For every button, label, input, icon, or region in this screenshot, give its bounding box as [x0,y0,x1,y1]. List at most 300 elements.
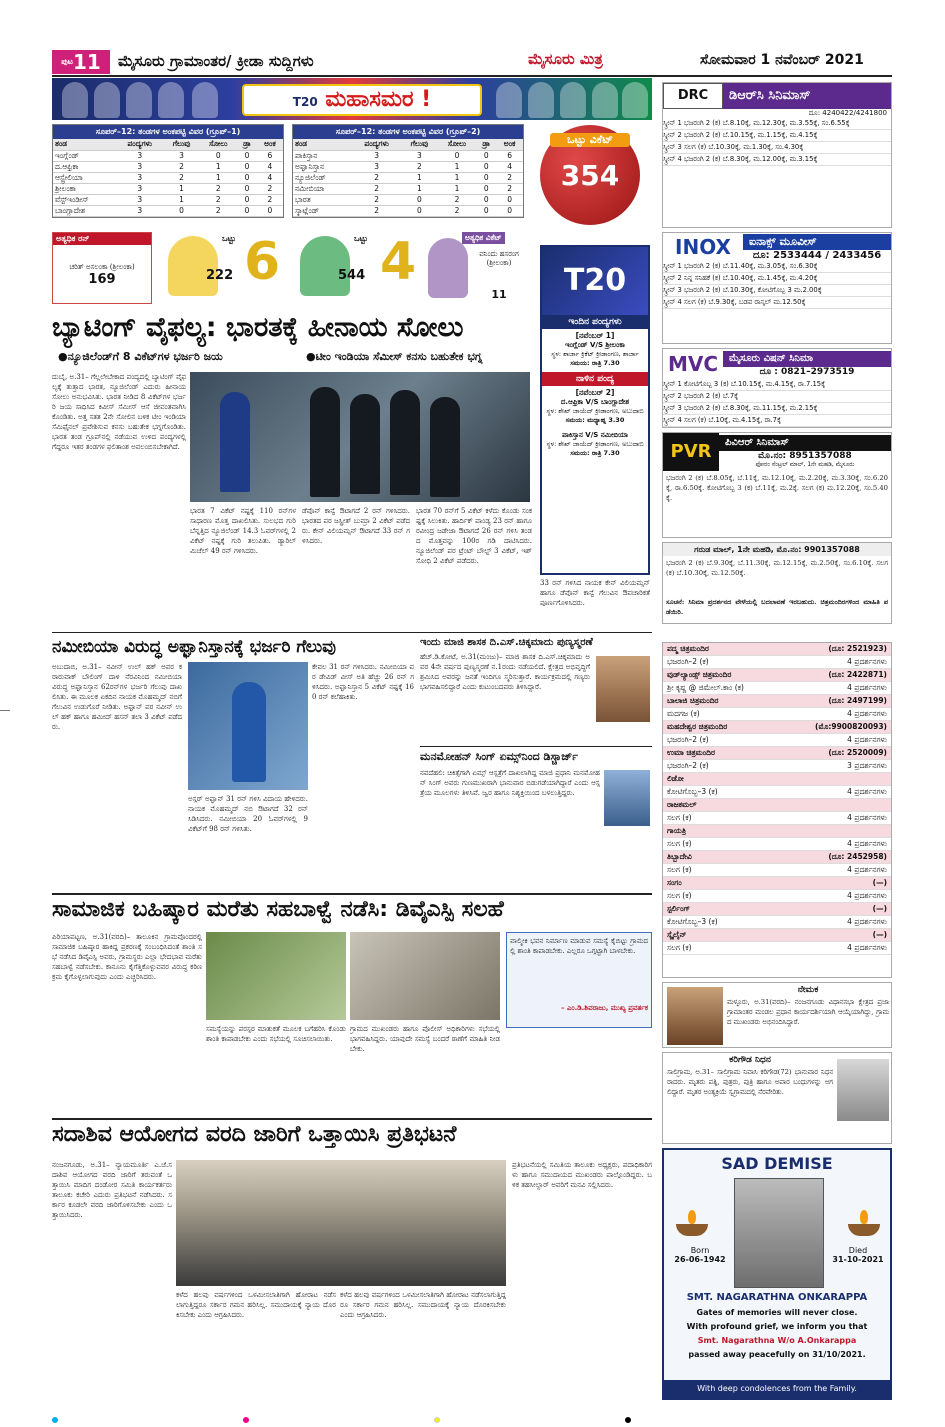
cell-text: ತಿಬ್ಬಾದೇವಿ [667,852,692,861]
story6-col3: ಪ್ರತಿಭಟನೆಯಲ್ಲಿ ಸಮಿತಿಯ ತಾಲೂಕು ಅಧ್ಯಕ್ಷರು, ಪದಾಧಿಕಾರಿಗಳು ಹಾಗೂ ಸಮುದಾಯದ ಮುಖಂಡರು ಪಾಲ್ಗೊಂಡಿದ್ದರು. ಬಳಿಕ ತಹಸೀಲ್ದಾರ್ ಅವರಿಗೆ ಮನವಿ ಸಲ್ಲಿಸಿದರು. [512,1161,652,1189]
tomorrow-date: [ನವೆಂಬರ್ 2] [575,388,615,397]
theatre-row [663,773,891,786]
cell-text: 3 [352,150,401,161]
theatre-row [663,799,891,812]
story6-headline: ಸದಾಶಿವ ಆಯೋಗದ ವರದಿ ಜಾರಿಗೆ ಒತ್ತಾಯಿಸಿ ಪ್ರತಿಭಟನೆ [52,1122,457,1147]
story1-headline: ಬ್ಯಾಟಿಂಗ್ ವೈಫಲ್ಯ: ಭಾರತಕ್ಕೆ ಹೀನಾಯ ಸೋಲು [52,312,464,343]
cell-text: 2 [352,194,401,205]
mvc-row: ಸ್ಕ್ರೀನ್ 2 ಭಜರಂಗಿ 2 (ಕ) ಬೆ.7ಕ್ಕೆ [663,391,891,403]
theatre-row [663,721,891,734]
cell-text: 3 [116,183,164,194]
table-row [293,194,523,205]
cell-text: (—) [872,904,887,913]
cell-text: (—) [872,930,887,939]
today-title: ಇಂದಿನ ಪಂದ್ಯಗಳು [542,315,648,329]
cell-text: 4 ಪ್ರದರ್ಶನಗಳು [847,709,887,718]
story1-col4: ಭಾರತ 70 ರನ್‌ಗೆ 5 ವಿಕೆಟ್ ಕಳೆದು ಕೊಂಡು ಸಂಕಷ್ಟಕ್ಕೆ ಸಿಲುಕಿತು. ಹಾರ್ದಿಕ್ ಪಾಂಡ್ಯ 23 ರನ್ ಹಾಗೂ ರವೀಂದ್ರ ಜಡೇಜಾ ಔಟಾಗದೆ 26 ರನ್ ಗಳಿಸಿ ತಂಡದ ಮೊತ್ತವನ್ನು 100ರ ಗಡಿ ದಾಟಿಸಿದರು. ನ್ಯೂಜಿಲೆಂಡ್ ಪರ ಟ್ರೆಂಟ್ ಬೌಲ್ಟ್ 3 ವಿಕೆಟ್, ಇಶ್ ಸೋಧಿ 2 ವಿಕೆಟ್ ಪಡೆದರು. [416,507,532,565]
mvc-row: ಸ್ಕ್ರೀನ್ 3 ಭಜರಂಗಿ 2 (ಕ) ಬೆ.8.30ಕ್ಕೆ, ಮ.11.15ಕ್ಕೆ, ಮ.2.15ಕ್ಕೆ [663,403,891,415]
demise-line4: passed away peacefully on 31/10/2021. [688,1350,866,1359]
player-figure [592,82,618,118]
cell-text: 3 [116,194,164,205]
pvr-rows: ಭಜರಂಗಿ 2 (ಕ) ಬೆ.8.05ಕ್ಕೆ, ಬೆ.11ಕ್ಕೆ, ಮ.12.10ಕ್ಕೆ, ಮ.2.20ಕ್ಕೆ, ಮ.3.30ಕ್ಕೆ, ಸಂ.6.20ಕ್ಕೆ, ರಾ.6.50ಕ್ಕೆ. ಕೋಟಿಗೊಬ್ಬ 3 (ಕ) ಬೆ.11ಕ್ಕೆ, ಮ.2ಕ್ಕೆ. ಸಲಗ (ಕ) ಮ.12.20ಕ್ಕೆ, ಸಂ.5.40ಕ್ಕೆ. [666,474,888,502]
cell-text: ಭಜರಂಗಿ–2 (ಕ) [667,761,709,770]
theatre-row [663,812,891,825]
appointment-body: ಮಳ್ಳೂರು, ಅ.31(ವರದಿ)– ನಂಜನಗೂಡು ವಿಧಾನಸಭಾ ಕ್ಷೇತ್ರದ ಪ್ರಜಾ ಗ್ರಾಮಾಂತರ ಮಂಡಲ ಪ್ರಧಾನ ಕಾರ್ಯದರ್ಶಿಯಾಗಿ ಆಯ್ಕೆಯಾಗಿದ್ದು, ಗ್ರಾಮದ ಮುಖಂಡರು ಅಭಿನಂದಿಸಿದ್ದಾರೆ. [727,998,889,1026]
cell-text: 3 [164,150,200,161]
divider [52,632,652,633]
cell-text: 4 ಪ್ರದರ್ಶನಗಳು [847,657,887,666]
cell-text: 0 [476,194,496,205]
t20-logo: T20 [542,247,648,315]
story5-quote: ವಾಲ್ಮೀಕಿ ಭವನ ನಿರ್ಮಾಣ ಮಾಡುವ ಸಮಸ್ಯೆ ಕೈಬಿಟ್ಟು ಗ್ರಾಮದಲ್ಲಿ ಶಾಂತಿ ಕಾಪಾಡಬೇಕು. ಎಲ್ಲರೂ ಒಗ್ಗಟ್ಟಾಗಿ ಬಾಳಬೇಕು. [510,937,648,955]
sixes-box [168,232,288,304]
story4-headline: ಮನಮೋಹನ್ ಸಿಂಗ್ ಏಮ್ಸ್‌ನಿಂದ ಡಿಸ್ಚಾರ್ಜ್ [420,750,578,763]
table-row [293,161,523,172]
inox-row: ಸ್ಕ್ರೀನ್ 4 ಸಲಗ (ಕ) ಬೆ.9.30ಕ್ಕೆ, ಬಡವ ರಾಸ್ಕಲ್ ಮ.12.50ಕ್ಕೆ [663,297,891,309]
fours-label: ಒಟ್ಟು [354,234,368,243]
cell-text: ಶ್ರೀಲಂಕಾ [53,183,116,194]
cell-text: 4 ಪ್ರದರ್ಶನಗಳು [847,943,887,952]
cell-text: 0 [496,194,523,205]
cell-text: 0 [401,194,438,205]
cell-text: ಸಲಗ (ಕ) [667,891,692,900]
cell-text: 2 [401,161,438,172]
diya-icon [672,1210,712,1240]
fours-box [300,232,430,304]
cell-text: ವುಡ್‌ಲ್ಯಾಂಡ್ಸ್ ಚಿತ್ರಮಂದಿರ [667,670,732,679]
pvr-name: ಪಿವಿಆರ್ ಸಿನಿಮಾಸ್ [719,435,891,451]
cinema-notice: ಸೂಚನೆ: ಸಿನಿಮಾ ಪ್ರದರ್ಶನದ ವೇಳೆಯಲ್ಲಿ ಬದಲಾವಣೆ ಇರಬಹುದು. ಚಿತ್ರಮಂದಿರಗಳಿಂದ ಮಾಹಿತಿ ಪಡೆಯಿರಿ. [666,598,888,616]
cell-text: 0 [237,150,257,161]
theatre-row [663,877,891,890]
table-row [293,205,523,216]
cell-text: 2 [257,194,283,205]
player-figure [496,82,522,118]
theatre-row [663,760,891,773]
theatre-row [663,929,891,942]
cell-text: ಪಂದ್ಯಗಳು [352,139,401,150]
theatre-row [663,708,891,721]
story2-col3: ಅಸ್ಗರ್ ಅಫ್ಘಾನ್ 31 ರನ್ ಗಳಿಸಿ ವಿದಾಯ ಹೇಳಿದರು. ನಾಯಕ ಮೊಹಮ್ಮದ್ ನಬಿ ಔಟಾಗದೆ 32 ರನ್ ಸಿಡಿಸಿದರು. ನಮೀಬಿಯಾ 20 ಓವರ್‌ಗಳಲ್ಲಿ 9 ವಿಕೆಟ್‌ಗೆ 98 ರನ್ ಗಳಿಸಿತು. [188,795,308,833]
cell-text: 1 [200,172,238,183]
fours-count: 544 [338,268,366,283]
cell-text: 1 [438,183,476,194]
sixes-label: ಒಟ್ಟು [222,234,236,243]
inox-listing [662,232,892,344]
cell-text: 0 [438,150,476,161]
cell-text: ದ.ಆಫ್ರಿಕಾ [53,161,116,172]
divider [52,1118,652,1120]
top-wickets-value: 11 [491,288,507,301]
cell-text: 2 [257,183,283,194]
cell-text: 2 [164,161,200,172]
mall-line: ಗರುಡ ಮಾಲ್, 1ನೇ ಮಹಡಿ, ಮೊ.ನಂ: 9901357088 [663,543,891,556]
story3-body: ಹೆಚ್.ಡಿ.ಕೋಟೆ, ಅ.31(ಮಂಜು)– ಮಾಜಿ ಶಾಸಕ ದಿ.ಎಸ್.ಚಿಕ್ಕಮಾದು ಅವರ 4ನೇ ವರ್ಷದ ಪುಣ್ಯಸ್ಮರಣೆ ನ.1ರಂದು ನಡೆಯಲಿದೆ. ಕ್ಷೇತ್ರದ ಅಭಿವೃದ್ಧಿಗೆ ಶ್ರಮಿಸಿದ ಅವರನ್ನು ಜನತೆ ಇಂದಿಗೂ ಸ್ಮರಿಸುತ್ತಾರೆ. ಕಾರ್ಯಕ್ರಮದಲ್ಲಿ ಗಣ್ಯರು ಭಾಗವಹಿಸಲಿದ್ದಾರೆ ಎಂದು ಕುಟುಂಬದವರು ತಿಳಿಸಿದ್ದಾರೆ. [420,653,590,691]
story5-photo1 [206,932,346,1020]
cell-text: 4 [257,161,283,172]
cell-text [52,1417,58,1423]
pvr-address: ಫೋರಂ ಸೆಂಟ್ರಲ್ ಮಾಲ್, 1ನೇ ಮಹಡಿ, ಮೈಸೂರು [755,461,855,468]
story5-quote-by: – ಎಂ.ಡಿ.ಶಿವರಾಜು, ಮುಖ್ಯ ಪ್ರವರ್ತಕ [561,1004,648,1012]
story1-subhead-b: ●ಟೀಂ ಇಂಡಿಯಾ ಸೆಮೀಸ್ ಕನಸು ಬಹುತೇಕ ಭಗ್ನ [306,350,483,363]
tomorrow-venue: ಸ್ಥಳ: ಶೇಖ್ ಜಾಯೆದ್ ಕ್ರೀಡಾಂಗಣ, ಅಬುದಾಬಿ [546,407,644,415]
divider [52,893,652,895]
cell-text: 0 [476,205,496,216]
cell-text: 2 [200,183,238,194]
ball-value: 354 [560,159,620,192]
story6-col2b: ಕಳೆದ ಹಲವು ವರ್ಷಗಳಿಂದ ಒಳಮೀಸಲಾತಿಗಾಗಿ ಹೋರಾಟ ನಡೆಸಲಾಗುತ್ತಿದ್ದರೂ ಸರ್ಕಾರ ಗಮನ ಹರಿಸಿಲ್ಲ. ಸಮುದಾಯಕ್ಕೆ ನ್ಯಾಯ ದೊರಕಿಸಬೇಕು ಎಂದು ಆಗ್ರಹಿಸಿದರು. [340,1291,506,1319]
story2-col2: ಕೇವಲ 31 ರನ್ ಗಳಿಸಿದರು. ನಮೀಬಿಯಾ ಪರ ಡೇವಿಡ್ ವೀಸ್ ಅತಿ ಹೆಚ್ಚು 26 ರನ್ ಗಳಿಸಿದರು. ಅಫ್ಘಾನಿಸ್ತಾನ 5 ವಿಕೆಟ್ ನಷ್ಟಕ್ಕೆ 160 ರನ್ ಕಲೆಹಾಕಿತು. [312,663,414,701]
banner-title: ಮಹಾಸಮರ ! [325,87,432,112]
cell-text: ಕೋಟಿಗೊಬ್ಬ–3 (ಕ) [667,787,718,796]
theatre-row [663,916,891,929]
cell-text: 2 [164,172,200,183]
demise-line1: Gates of memories will never close. [696,1308,858,1317]
date-line: ಸೋಮವಾರ 1 ನವೆಂಬರ್ 2021 [700,52,864,68]
diya-icon [844,1210,884,1240]
story1-subhead-a: ●ನ್ಯೂಜಿಲೆಂಡ್‌ಗೆ 8 ವಿಕೆಟ್‌ಗಳ ಭರ್ಜರಿ ಜಯ [58,350,223,363]
cell-text: 4 [496,161,523,172]
cell-text: 4 [257,172,283,183]
cell-text: ಭಾರತ [293,194,352,205]
player-figure [560,82,586,118]
cell-text: 0 [476,172,496,183]
theatre-row [663,786,891,799]
divider [420,746,652,747]
sad-demise-ad [662,1148,892,1400]
cell-text: ಡ್ರಾ [237,139,257,150]
section-title: ಮೈಸೂರು ಗ್ರಾಮಾಂತರ/ ಕ್ರೀಡಾ ಸುದ್ದಿಗಳು [118,52,314,70]
group1-table [52,124,284,218]
cell-text: 4 ಪ್ರದರ್ಶನಗಳು [847,683,887,692]
cell-text: ಸಲಗ (ಕ) [667,813,692,822]
cell-text: 1 [401,172,438,183]
cell-text: 3 [116,205,164,216]
cell-text: 0 [237,161,257,172]
pvr-logo: PVR [663,433,719,471]
sixes-big: 6 [244,232,281,292]
demise-name: SMT. NAGARATHNA ONKARAPPA [686,1292,868,1303]
page-number-badge [52,50,110,74]
pvr-listing [662,432,892,538]
mvc-name: ಮೈಸೂರು ವಿಷನ್ ಸಿನಿಮಾ [723,351,891,367]
story5-caption2: ಗ್ರಾಮದ ಮುಖಂಡರು ಹಾಗೂ ಪೊಲೀಸ್ ಅಧಿಕಾರಿಗಳು ಸಭೆಯಲ್ಲಿ ಭಾಗವಹಿಸಿದ್ದರು. ಯಾವುದೇ ಸಮಸ್ಯೆ ಬಂದರೆ ಠಾಣೆಗೆ ಮಾಹಿತಿ ನೀಡಬೇಕು. [350,1025,500,1053]
cell-text: ಅಂಕ [257,139,283,150]
cell-text: (ಮೊ:9900820093) [815,722,887,731]
drc-logo: DRC [663,83,723,109]
cell-text: ಗೆಲುವು [401,139,438,150]
group1-title: ಸೂಪರ್–12: ತಂಡಗಳ ಅಂಕಪಟ್ಟಿ ವಿವರ (ಗ್ರೂಪ್–1) [53,125,283,139]
story5-quote-box [506,932,652,1028]
cell-text: ಕೋಟಿಗೊಬ್ಬ–3 (ಕ) [667,917,718,926]
sixes-count: 222 [206,268,234,283]
cell-text: ಬಾಂಗ್ಲಾದೇಶ [53,205,116,216]
player-figure [94,82,120,118]
top-runs-value: 169 [88,272,116,287]
obituary-photo [837,1059,889,1121]
cell-text: ರಾಜಕಮಲ್ [667,800,697,809]
cell-text: 2 [496,172,523,183]
inox-row: ಸ್ಕ್ರೀನ್ 2 ನಿನ್ನ ಸನಿಹಕೆ (ಕ) ಬೆ.10.40ಕ್ಕೆ, ಮ.1.45ಕ್ಕೆ, ಮ.4.20ಕ್ಕೆ [663,273,891,285]
theatre-row [663,825,891,838]
cell-text: 0 [476,183,496,194]
cricket-ball-graphic [540,125,640,225]
mvc-phone: ದೂ : 0821–2973519 [759,367,855,377]
t20-banner [52,78,652,120]
tomorrow-time2: ಸಮಯ: ರಾತ್ರಿ 7.30 [570,449,620,457]
cell-text: ಡ್ರಾ [476,139,496,150]
died-block [826,1246,890,1264]
tomorrow-match: ದ.ಆಫ್ರಿಕಾ V/S ಬಾಂಗ್ಲಾದೇಶ [560,398,630,406]
group2-title: ಸೂಪರ್–12: ತಂಡಗಳ ಅಂಕಪಟ್ಟಿ ವಿವರ (ಗ್ರೂಪ್–2) [293,125,523,139]
inox-row: ಸ್ಕ್ರೀನ್ 1 ಭಜರಂಗಿ 2 (ಕ) ಬೆ.11.40ಕ್ಕೆ, ಮ.3.05ಕ್ಕೆ, ಸಂ.6.30ಕ್ಕೆ [663,261,891,273]
inox-name: ಐನಾಕ್ಸ್ ಮೂವೀಸ್ [743,234,891,250]
story6-col1: ನಂಜನಗೂಡು, ಅ.31– ನ್ಯಾಯಮೂರ್ತಿ ಎ.ಜೆ.ಸದಾಶಿವ ಆಯೋಗದ ವರದಿ ಜಾರಿಗೆ ತರುವಂತೆ ಒತ್ತಾಯಿಸಿ ಮಾದಿಗ ದಂಡೋರ ಸಮಿತಿ ಕಾರ್ಯಕರ್ತರು ತಾಲೂಕು ಕಚೇರಿ ಎದುರು ಪ್ರತಿಭಟನೆ ನಡೆಸಿದರು. ಸರ್ಕಾರ ಕೂಡಲೇ ವರದಿ ಜಾರಿಗೊಳಿಸಬೇಕು ಎಂದು ಒತ್ತಾಯಿಸಿದರು. [52,1161,172,1219]
cell-text: 4 ಪ್ರದರ್ಶನಗಳು [847,813,887,822]
cell-text: ಗೆಲುವು [164,139,200,150]
theatre-row [663,695,891,708]
today-date: [ನವೆಂಬರ್ 1] [575,331,615,340]
pvr-phone: ಮೊ.ನಂ: 8951357088 [758,451,852,461]
cell-text: ಭಜರಂಗಿ–2 (ಕ) [667,657,709,666]
cell-text: ಸಲಗ (ಕ) [667,839,692,848]
obituary-karigowda [662,1052,892,1144]
top-wickets-box [428,232,530,304]
theatre-row [663,903,891,916]
appointment-title: ನೇಮಕ [797,985,819,995]
cell-text: 1 [164,194,200,205]
banner-title-box [242,84,482,116]
cell-text: 0 [164,205,200,216]
cell-text: ಸ್ಕಾಟ್ಲೆಂಡ್ [293,205,352,216]
cell-text: 4 ಪ್ರದರ್ಶನಗಳು [847,891,887,900]
inox-phone: ದೂ: 2533444 / 2433456 [752,249,882,261]
fours-big: 4 [380,232,417,292]
player-figure [622,82,648,118]
cell-text: 4 ಪ್ರದರ್ಶನಗಳು [847,787,887,796]
cell-text: (ದೂ: 2497199) [828,696,887,705]
cell-text: ಪಂದ್ಯಗಳು [116,139,164,150]
today-time: ಸಮಯ: ರಾತ್ರಿ 7.30 [570,359,620,367]
cell-text [434,1417,440,1423]
theatre-row [663,747,891,760]
mvc-row: ಸ್ಕ್ರೀನ್ 4 ಸಲಗ (ಕ) ಬೆ.10ಕ್ಕೆ, ಮ.4.15ಕ್ಕೆ, ರಾ.7ಕ್ಕೆ [663,415,891,427]
cell-text: 4 ಪ್ರದರ್ಶನಗಳು [847,839,887,848]
demise-line3: Smt. Nagarathna W/o A.Onkarappa [697,1336,857,1345]
ball-label: ಒಟ್ಟು ವಿಕೆಟ್ [550,133,630,147]
story6-photo [176,1160,506,1286]
table-row [53,172,283,183]
story5-caption1: ಸಮಸ್ಯೆಯನ್ನು ಪರಸ್ಪರ ಮಾತುಕತೆ ಮೂಲಕ ಬಗೆಹರಿಸಿ ಕೊಂಡು ಶಾಂತಿ ಕಾಪಾಡಬೇಕು ಎಂದು ಸಭೆಯಲ್ಲಿ ಸೂಚಿಸಲಾಯಿತು. [206,1025,346,1043]
cell-text: ಶ್ರೀ ಕೃಷ್ಣ @ ಜಿಮೇಲ್.ಕಾಂ (ಕ) [667,683,744,692]
theatre-row [663,851,891,864]
cell-text: ಪದ್ಮ ಚಿತ್ರಮಂದಿರ [667,644,709,653]
story2-col1: ಅಬುದಾಬಿ, ಅ.31– ನವೀನ್ ಉಲ್ ಹಕ್ ಅವರ ಕರಾರುವಾಕ್ ಬೌಲಿಂಗ್ ದಾಳಿ ನೆರವಿನಿಂದ ನಮೀಬಿಯಾ ವಿರುದ್ಧ ಅಫ್ಘಾನಿಸ್ತಾನ 62ರನ್‌ಗಳ ಭರ್ಜರಿ ಗೆಲುವು ದಾಖಲಿಸಿತು. ಈ ಮೂಲಕ ಏಕದಿನ ನಾಯಕ ಮೊಹಮ್ಮದ್ ನಬಿಗೆ ಗೆಲುವಿನ ಉಡುಗೊರೆ ನೀಡಿತು. ಅಫ್ಘಾನ್ ಪರ ನವೀನ್ ಉಲ್ ಹಕ್ ಹಾಗೂ ಹಮೀದ್ ಹಸನ್ ತಲಾ 3 ವಿಕೆಟ್ ಪಡೆದರು. [52,663,182,731]
page-label: ಪುಟ [61,57,73,66]
story1-photo [190,372,530,502]
inox-row: ಸ್ಕ್ರೀನ್ 3 ಭಜರಂಗಿ 2 (ಕ) ಬೆ.10.30ಕ್ಕೆ, ಕೋಟಿಗೊಬ್ಬ 3 ಮ.2.00ಕ್ಕೆ [663,285,891,297]
cell-text [243,1417,249,1423]
obituary-body: ಸಾಲಿಗ್ರಾಮ, ಅ.31– ಸಾಲಿಗ್ರಾಮ ನಿವಾಸಿ ಕರಿಗೌಡ(72) ಭಾನುವಾರ ನಿಧನರಾದರು. ಮೃತರು ಪತ್ನಿ, ಪುತ್ರರು, ಪುತ್ರಿ ಹಾಗೂ ಅಪಾರ ಬಂಧುಗಳನ್ನು ಅಗಲಿದ್ದಾರೆ. ಮೃತರ ಅಂತ್ಯಕ್ರಿಯೆ ಸ್ವಗ್ರಾಮದಲ್ಲಿ ನೆರವೇರಿತು. [667,1068,833,1096]
crop-mark [0,710,10,711]
table-row [293,183,523,194]
mall-listing [662,542,892,624]
cell-text: ವೆಸ್ಟ್ಇಂಡೀಸ್ [53,194,116,205]
died-label: Died [848,1246,868,1255]
appointee-photo [667,987,723,1045]
today-match: ಇಂಗ್ಲೆಂಡ್ V/S ಶ್ರೀಲಂಕಾ [565,341,625,349]
cell-text: ಮದಗಜ (ಕ) [667,709,700,718]
cell-text: 6 [257,150,283,161]
cell-text: 1 [438,161,476,172]
cell-text: ಸ್ಕೈಲೈನ್ [667,930,687,939]
mvc-logo: MVC [667,352,719,376]
cell-text: 2 [352,205,401,216]
cell-text [625,1417,631,1423]
story2-headline: ನಮೀಬಿಯಾ ವಿರುದ್ಧ ಅಫ್ಘಾನಿಸ್ತಾನಕ್ಕೆ ಭರ್ಜರಿ ಗೆಲುವು [52,637,336,657]
tomorrow-match2: ಪಾಕಿಸ್ತಾನ V/S ನಮೀಬಿಯಾ [561,431,629,439]
drc-row: ಸ್ಕ್ರೀನ್ 1 ಭಜರಂಗಿ 2 (ಕ) ಬೆ.8.10ಕ್ಕೆ, ಮ.12.30ಕ್ಕೆ, ಮ.3.55ಕ್ಕೆ, ಸಂ.6.55ಕ್ಕೆ [663,118,891,130]
story2-photo [188,662,308,790]
obituary-title: ಕರಿಗೌಡ ನಿಧನ [729,1055,771,1065]
story4-body: ನವದೆಹಲಿ: ಚಿಕಿತ್ಸೆಗಾಗಿ ಏಮ್ಸ್ ಆಸ್ಪತ್ರೆಗೆ ದಾಖಲಾಗಿದ್ದ ಮಾಜಿ ಪ್ರಧಾನಿ ಮನಮೋಹನ್ ಸಿಂಗ್ ಅವರು ಗುಣಮುಖರಾಗಿ ಭಾನುವಾರ ಬಿಡುಗಡೆಯಾಗಿದ್ದಾರೆ ಎಂದು ಆಸ್ಪತ್ರೆಯ ಮೂಲಗಳು ತಿಳಿಸಿವೆ. ಜ್ವರ ಹಾಗೂ ನಿಶ್ಯಕ್ತಿಯಿಂದ ಬಳಲುತ್ತಿದ್ದರು. [420,769,600,797]
drc-name: ಡಿಆರ್‌ಸಿ ಸಿನಿಮಾಸ್ [723,83,891,109]
mvc-listing [662,348,892,428]
cell-text: ಮಹದೇಶ್ವರ ಚಿತ್ರಮಂದಿರ [667,722,728,731]
player-figure [126,82,152,118]
cell-text: ನ್ಯೂಜಿಲೆಂಡ್ [293,172,352,183]
cell-text: 3 [116,150,164,161]
story5-headline: ಸಾಮಾಜಿಕ ಬಹಿಷ್ಕಾರ ಮರೆತು ಸಹಬಾಳ್ವೆ ನಡೆಸಿ: ಡಿವೈಎಸ್ಪಿ ಸಲಹೆ [52,897,504,922]
cell-text: ಪಾಕಿಸ್ತಾನ [293,150,352,161]
table-row [293,150,523,161]
cell-text: 0 [237,194,257,205]
born-block [668,1246,732,1264]
table-row [53,150,283,161]
player-figure [192,82,218,118]
player-figure [158,82,184,118]
cell-text: ತಂಡ [293,139,352,150]
cell-text: (ದೂ: 2520009) [828,748,887,757]
cell-text: ಸೋಲು [200,139,238,150]
cell-text: 4 ಪ್ರದರ್ಶನಗಳು [847,865,887,874]
player-figure [528,82,554,118]
tomorrow-time: ಸಮಯ: ಮಧ್ಯಾಹ್ನ 3.30 [565,416,625,424]
table-row [293,172,523,183]
story1-col3: ಡೆವೊನ್ ಕಾನ್ವೆ ಔಟಾಗದೆ 2 ರನ್ ಗಳಿಸಿದರು. ಭಾರತದ ಪರ ಜಸ್ಪ್ರೀತ್ ಬುಮ್ರಾ 2 ವಿಕೆಟ್ ಪಡೆದರು. ಕೇನ್ ವಿಲಿಯಮ್ಸನ್ ಔಟಾಗದೆ 33 ರನ್ ಗಳಿಸಿದರು. [302,507,410,545]
cell-text: 1 [438,172,476,183]
cell-text: ಆಸ್ಟ್ರೇಲಿಯಾ [53,172,116,183]
story6-col2: ಕಳೆದ ಹಲವು ವರ್ಷಗಳಿಂದ ಒಳಮೀಸಲಾತಿಗಾಗಿ ಹೋರಾಟ ನಡೆಸಲಾಗುತ್ತಿದ್ದರೂ ಸರ್ಕಾರ ಗಮನ ಹರಿಸಿಲ್ಲ. ಸಮುದಾಯಕ್ಕೆ ನ್ಯಾಯ ದೊರಕಿಸಬೇಕು ಎಂದು ಆಗ್ರಹಿಸಿದರು. [176,1291,336,1319]
cell-text: ತಂಡ [53,139,116,150]
theatre-row [663,656,891,669]
cell-text: 3 [401,150,438,161]
cell-text: ಸೋಲು [438,139,476,150]
story3-headline: ಇಂದು ಮಾಜಿ ಶಾಸಕ ದಿ.ಎಸ್.ಚಿಕ್ಕಮಾದು ಪುಣ್ಯಸ್ಮರಣೆ [420,637,593,648]
player-silhouette [300,236,350,296]
demise-title: SAD DEMISE [721,1154,833,1173]
top-wickets-player: ವನಿಂದು ಹಸರಂಗ (ಶ್ರೀಲಂಕಾ) [479,250,519,267]
top-runs-player: ಚರಿತ್ ಅಸಲಂಕಾ (ಶ್ರೀಲಂಕಾ) [69,263,135,271]
cell-text: ನಮೀಬಿಯಾ [293,183,352,194]
cell-text: 1 [401,183,438,194]
color-register-marks [52,1408,892,1418]
theatre-row [663,682,891,695]
mvc-row: ಸ್ಕ್ರೀನ್ 1 ಕೋಟಿಗೊಬ್ಬ 3 (ಕ) ಬೆ.10.15ಕ್ಕೆ, ಮ.4.15ಕ್ಕೆ, ರಾ.7.15ಕ್ಕೆ [663,379,891,391]
theatre-row [663,734,891,747]
tomorrow-title: ನಾಳಿನ ಪಂದ್ಯ [542,372,648,386]
cell-text: 2 [438,194,476,205]
story1-col2: ಭಾರತ 7 ವಿಕೆಟ್ ನಷ್ಟಕ್ಕೆ 110 ರನ್‌ಗಳ ಸಾಧಾರಣ ಮೊತ್ತ ದಾಖಲಿಸಿತು. ಸುಲಭದ ಗುರಿ ಬೆನ್ನತ್ತಿದ ನ್ಯೂಜಿಲೆಂಡ್ 14.3 ಓವರ್‌ಗಳಲ್ಲಿ 2 ವಿಕೆಟ್ ನಷ್ಟಕ್ಕೆ ಗುರಿ ತಲುಪಿತು. ಡ್ಯಾರಿಲ್ ಮಿಚೆಲ್ 49 ರನ್ ಗಳಿಸಿದರು. [190,507,296,555]
died-date: 31-10-2021 [832,1255,884,1264]
story1-col1: ದುಬೈ, ಅ.31– ಗೆಲ್ಲಲೇಬೇಕಾದ ಪಂದ್ಯದಲ್ಲಿ ಬ್ಯಾಟಿಂಗ್ ವೈಫಲ್ಯಕ್ಕೆ ತುತ್ತಾದ ಭಾರತ, ನ್ಯೂಜಿಲೆಂಡ್ ಎದುರು ಹೀನಾಯ ಸೋಲು ಅನುಭವಿಸಿತು. ಭಾರತ ನೀಡಿದ 8 ವಿಕೆಟ್‌ಗಳ ಭರ್ಜರಿ ಜಯ ಸಾಧಿಸಿದ ಕಿವೀಸ್ ಸೆಮೀಸ್ ಆಸೆ ಜೀವಂತವಾಗಿಸಿ ಕೊಂಡಿತು. ಅತ್ತ ಸತತ 2ನೇ ಸೋಲಿನ ಬಳಿಕ ಟೀಂ ಇಂಡಿಯಾ ಸೆಮಿಫೈನಲ್ ಪ್ರವೇಶಿಸುವ ಕನಸು ಬಹುತೇಕ ಭಗ್ನಗೊಂಡಿತು. ಭಾರತ ತಂಡ ಗ್ರೂಪ್‌ನಲ್ಲಿ ನಡೆಯುವ ಉಳಿದ ಪಂದ್ಯಗಳಲ್ಲಿ ಗೆದ್ದರೂ ಇತರ ತಂಡಗಳ ಫಲಿತಾಂಶ ಅವಲಂಬಿಸಬೇಕಾಗಿದೆ. [52,373,186,451]
cell-text: 0 [237,183,257,194]
cell-text: 0 [200,150,238,161]
drc-row: ಸ್ಕ್ರೀನ್ 2 ಭಜರಂಗಿ 2 (ಕ) ಬೆ.10.15ಕ್ಕೆ, ಮ.1.15ಕ್ಕೆ, ಮ.4.15ಕ್ಕೆ [663,130,891,142]
cell-text: ಅಂಕ [496,139,523,150]
cell-text: 2 [496,183,523,194]
group2-table [292,124,524,218]
born-label: Born [690,1246,710,1255]
appointment-notice [662,982,892,1048]
theatre-row [663,890,891,903]
cell-text: ಉಮಾ ಚಿತ್ರಮಂದಿರ [667,748,715,757]
cell-text: 0 [476,150,496,161]
cell-text: ಸಲಗ (ಕ) [667,943,692,952]
cell-text: ಲಿಡೋ [667,774,684,783]
paper-name: ಮೈಸೂರು ಮಿತ್ರ [528,50,603,68]
header-rule [52,75,892,77]
top-runs-label: ಅತ್ಯಧಿಕ ರನ್ [53,233,151,245]
cell-text: (—) [872,878,887,887]
today-venue: ಸ್ಥಳ: ಶಾರ್ಜಾ ಕ್ರಿಕೆಟ್ ಕ್ರೀಡಾಂಗಣ, ಶಾರ್ಜಾ [551,350,639,358]
bowler-silhouette [428,238,468,298]
cell-text: 0 [496,205,523,216]
cell-text: (ದೂ: 2521923) [828,644,887,653]
tomorrow-venue2: ಸ್ಥಳ: ಶೇಖ್ ಜಾಯೆದ್ ಕ್ರೀಡಾಂಗಣ, ಅಬುದಾಬಿ [546,440,644,448]
theatre-row [663,838,891,851]
cell-text: ಭಜರಂಗಿ–2 (ಕ) [667,735,709,744]
cell-text: 1 [164,183,200,194]
cell-text: 0 [237,205,257,216]
cell-text: 2 [352,172,401,183]
theatre-list [662,642,892,978]
inox-logo: INOX [675,235,731,259]
demise-footer: With deep condolences from the Family. [664,1380,890,1398]
cell-text: ಇಂಗ್ಲೆಂಡ್ [53,150,116,161]
cell-text: ಅಫ್ಘಾನಿಸ್ತಾನ [293,161,352,172]
born-date: 26-06-1942 [674,1255,726,1264]
player-figure [62,82,88,118]
drc-row: ಸ್ಕ್ರೀನ್ 3 ಸಲಗ (ಕ) ಬೆ.10.30ಕ್ಕೆ, ಮ.1.30ಕ್ಕೆ, ಸಂ.4.30ಕ್ಕೆ [663,142,891,154]
story1-side-text: 33 ರನ್ ಗಳಿಸಿದ ನಾಯಕ ಕೇನ್ ವಿಲಿಯಮ್ಸನ್ ಹಾಗೂ ಡೆವೊನ್ ಕಾನ್ವೆ ಗೆಲುವಿನ ಔಪಚಾರಿಕತೆ ಪೂರ್ಣಗೊಳಿಸಿದರು. [540,579,650,607]
cell-text: 2 [200,205,238,216]
drc-row: ಸ್ಕ್ರೀನ್ 4 ಭಜರಂಗಿ 2 (ಕ) ಬೆ.8.30ಕ್ಕೆ, ಮ.12.00ಕ್ಕೆ, ಮ.3.15ಕ್ಕೆ [663,154,891,166]
mall-rows: ಭಜರಂಗಿ 2 (ಕ) ಬೆ.9.30ಕ್ಕೆ, ಬೆ.11.30ಕ್ಕೆ, ಮ.12.15ಕ್ಕೆ, ಮ.2.50ಕ್ಕೆ, ಸಂ.6.10ಕ್ಕೆ. ಸಲಗ (ಕ) ಬೆ.10.30ಕ್ಕೆ, ಮ.12.50ಕ್ಕೆ. [666,559,888,577]
table-row [53,161,283,172]
cell-text: ಬಾಲಾಜಿ ಚಿತ್ರಮಂದಿರ [667,696,719,705]
story3-portrait [596,656,650,722]
cell-text: 2 [438,205,476,216]
player-silhouette [168,236,218,296]
cell-text: 2 [352,183,401,194]
demise-line2: With profound grief, we inform you that [686,1322,868,1331]
cell-text: 2 [200,194,238,205]
top-wickets-label: ಅತ್ಯಧಿಕ ವಿಕೆಟ್ [462,232,505,244]
theatre-row [663,864,891,877]
demise-photo [734,1178,824,1288]
story5-photo2 [350,932,500,1020]
